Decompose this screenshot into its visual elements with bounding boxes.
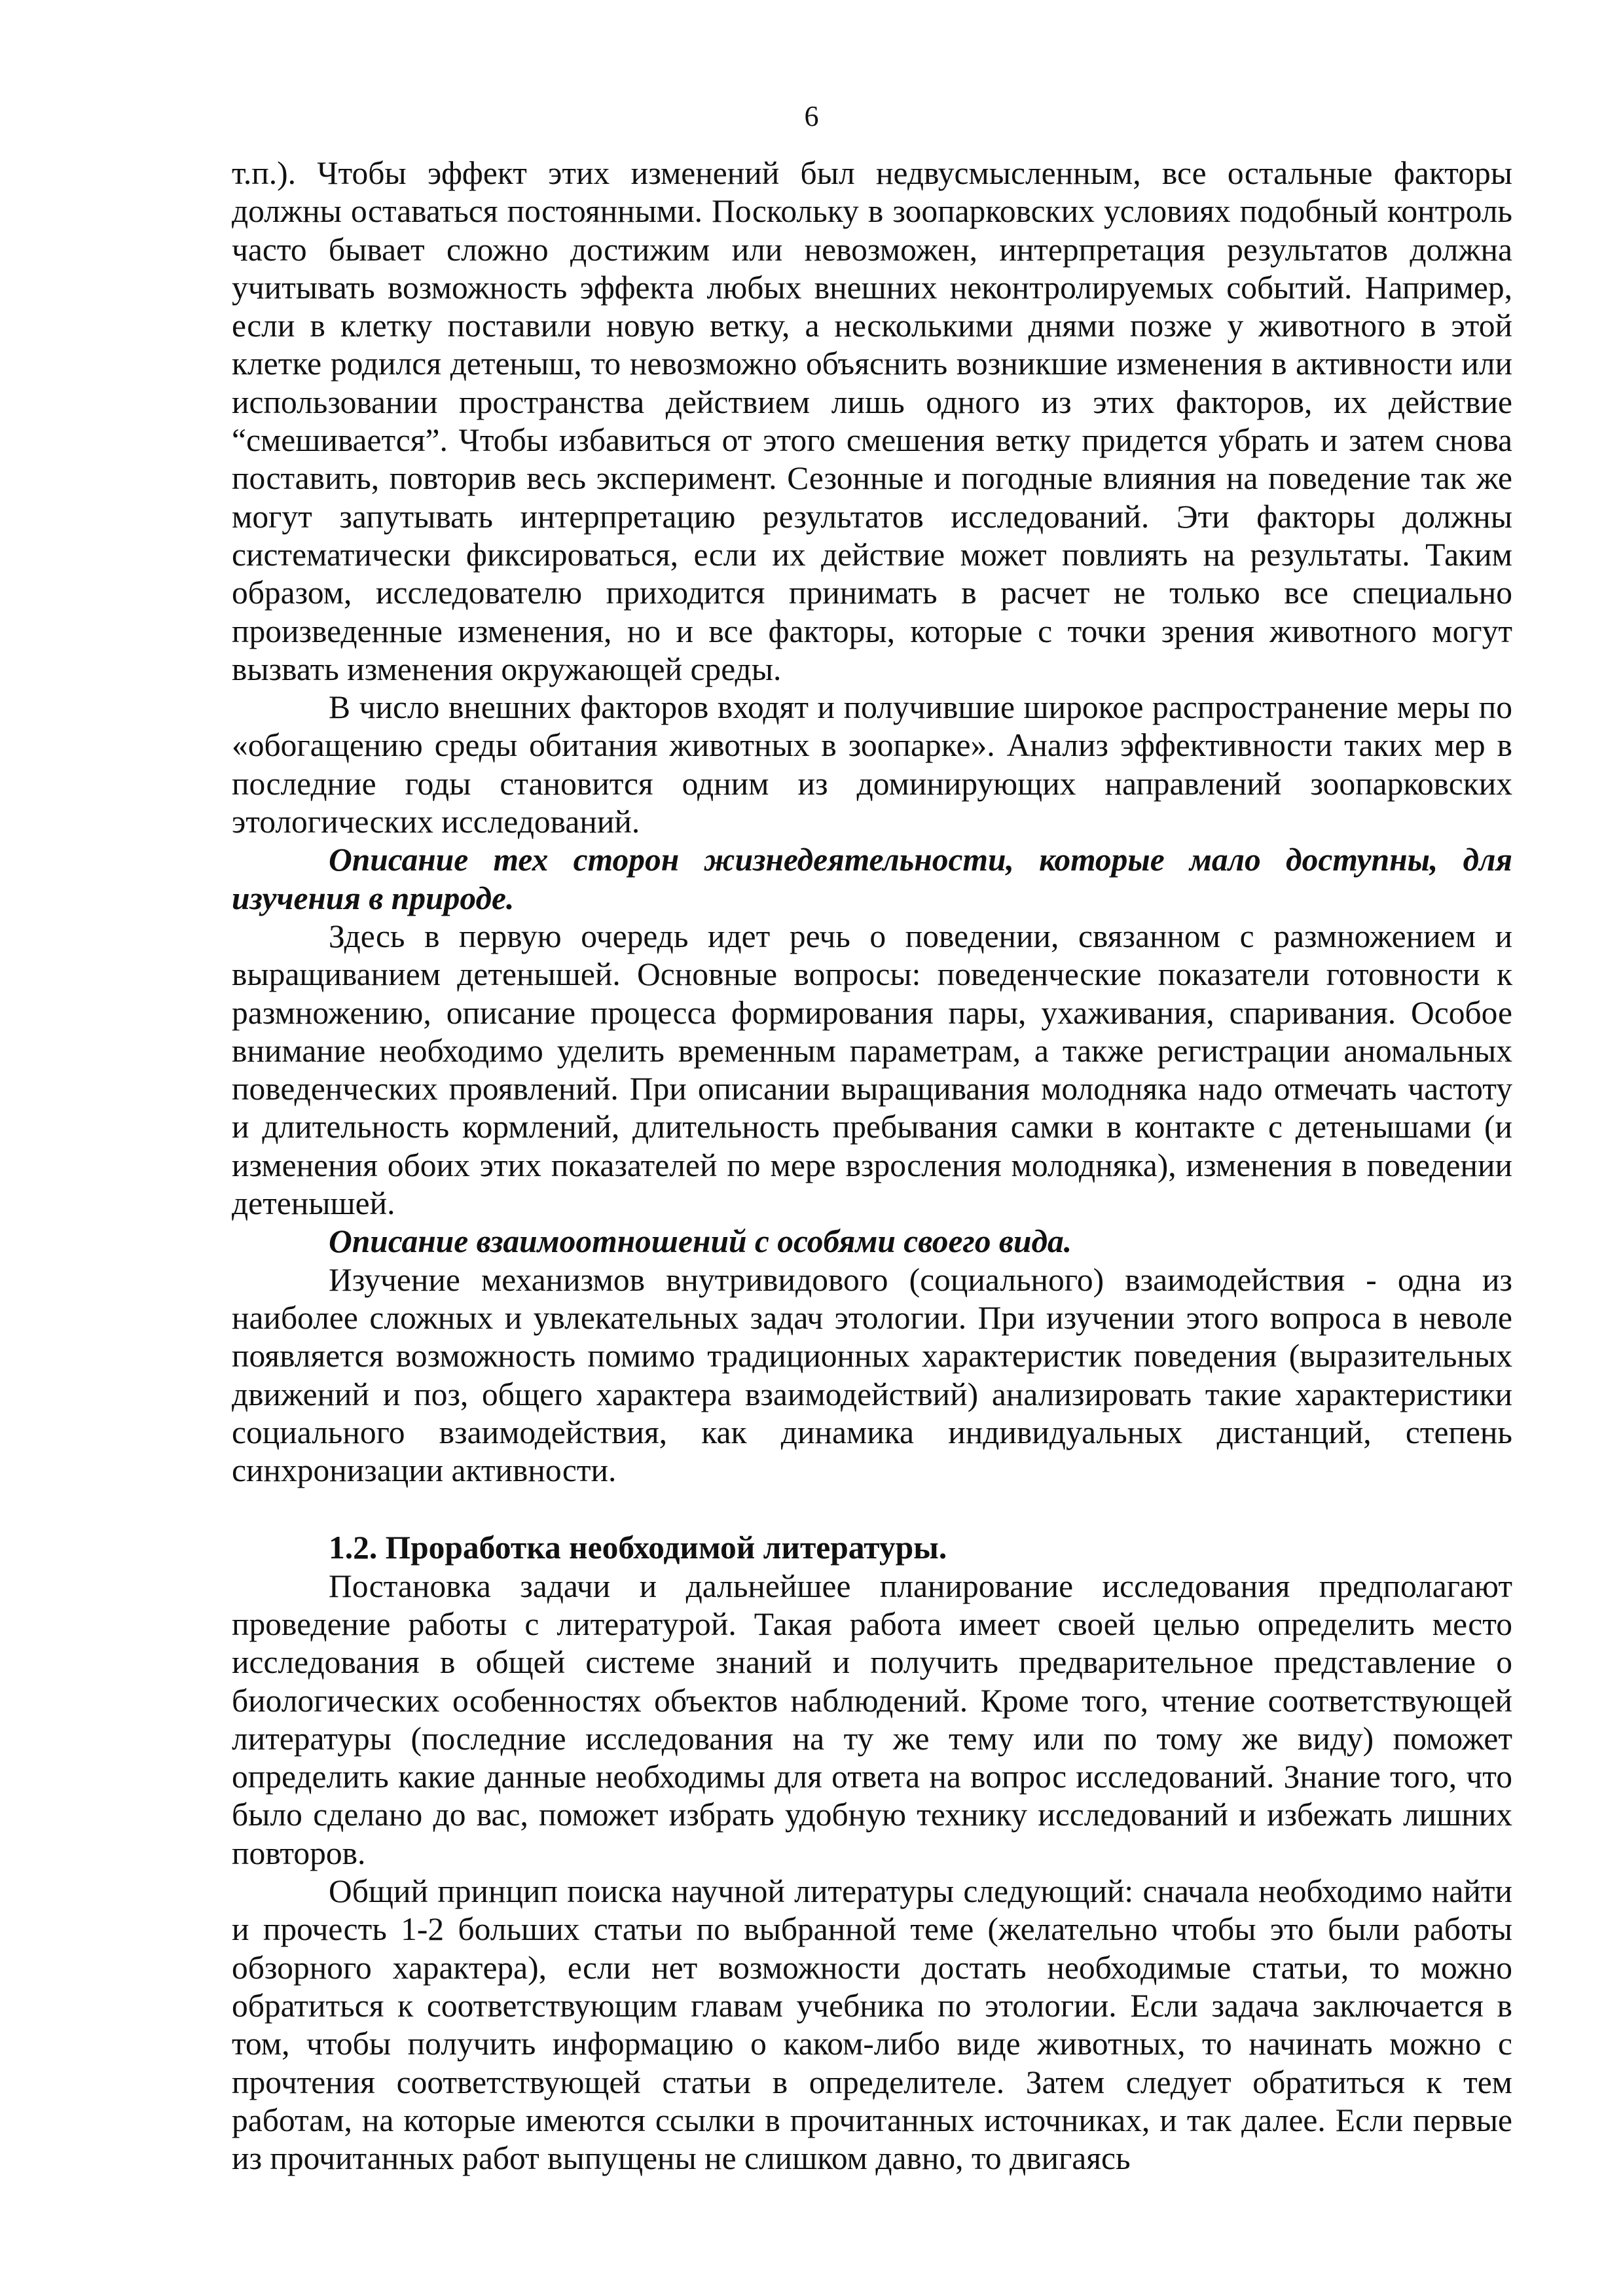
subheading-conspecific-relations: Описание взаимоотношений с особями своего вида. xyxy=(329,1223,1072,1260)
subheading-life-aspects: Описание тех сторон жизнедеятельности, которые мало доступны, для изучения в природе. xyxy=(232,842,1512,916)
paragraph-reproduction: Здесь в первую очередь идет речь о поведении, связанном с размножением и выращиванием детенышей. Основные вопросы: поведенческие показатели готовности к размножению, описание процесса формирования пары, ухаживания, спаривания. Особое внимание необходимо уделить временным параметрам, а также регистрации аномальных поведенческих проявлений. При описании выращивания молодняка надо отмечать частоту и длительность кормлений, длительность пребывания самки в контакте с детенышами (и изменения обоих этих показателей по мере взросления молодняка), изменения в поведении детенышей. xyxy=(232,918,1512,1222)
page-body xyxy=(232,154,1512,2178)
paragraph-literature-work: Постановка задачи и дальнейшее планирование исследования предполагают проведение работы с литературой. Такая работа имеет своей целью определить место исследования в общей системе знаний и получить предварительное представление о биологических особенностях объектов наблюдений. Кроме того, чтение соответствующей литературы (последние исследования на ту же тему или по тому же виду) поможет определить какие данные необходимы для ответа на вопрос исследований. Знание того, что было сделано до вас, поможет избрать удобную технику исследований и избежать лишних повторов. xyxy=(232,1568,1512,1871)
paragraph-continuation: т.п.). Чтобы эффект этих изменений был недвусмысленным, все остальные факторы должны оставаться постоянными. Поскольку в зоопарковских условиях подобный контроль часто бывает сложно достижим или невозможен, интерпретация результатов должна учитывать возможность эффекта любых внешних неконтролируемых событий. Например, если в клетку поставили новую ветку, а несколькими днями позже у животного в этой клетке родился детеныш, то невозможно объяснить возникшие изменения в активности или использовании пространства действием лишь одного из этих факторов, их действие “смешивается”. Чтобы избавиться от этого смешения ветку придется убрать и затем снова поставить, повторив весь эксперимент. Сезонные и погодные влияния на поведение так же могут запутывать интерпретацию результатов исследований. Эти факторы должны систематически фиксироваться, если их действие может повлиять на результаты. Таким образом, исследователю приходится принимать в расчет не только все специально произведенные изменения, но и все факторы, которые с точки зрения животного могут вызвать изменения окружающей среды. xyxy=(232,155,1512,687)
section-heading-literature: 1.2. Проработка необходимой литературы. xyxy=(329,1530,947,1566)
paragraph-external-factors: В число внешних факторов входят и получившие широкое распространение меры по «обогащению среды обитания животных в зоопарке». Анализ эффективности таких мер в последние годы становится одним из доминирующих направлений зоопарковских этологических исследований. xyxy=(232,689,1512,840)
page-number: 6 xyxy=(804,100,819,132)
paragraph-social-interaction: Изучение механизмов внутривидового (социального) взаимодействия - одна из наиболее сложных и увлекательных задач этологии. При изучении этого вопроса в неволе появляется возможность помимо традиционных характеристик поведения (выразительных движений и поз, общего характера взаимодействий) анализировать такие характеристики социального взаимодействия, как динамика индивидуальных дистанций, степень синхронизации активности. xyxy=(232,1261,1512,1489)
paragraph-literature-search: Общий принцип поиска научной литературы следующий: сначала необходимо найти и прочесть 1-2 больших статьи по выбранной теме (желательно чтобы это были работы обзорного характера), если нет возможности достать необходимые статьи, то можно обратиться к соответствующим главам учебника по этологии. Если задача заключается в том, чтобы получить информацию о каком-либо виде животных, то начинать можно с прочтения соответствующей статьи в определителе. Затем следует обратиться к тем работам, на которые имеются ссылки в прочитанных источниках, и так далее. Если первые из прочитанных работ выпущены не слишком давно, то двигаясь xyxy=(232,1873,1512,2177)
